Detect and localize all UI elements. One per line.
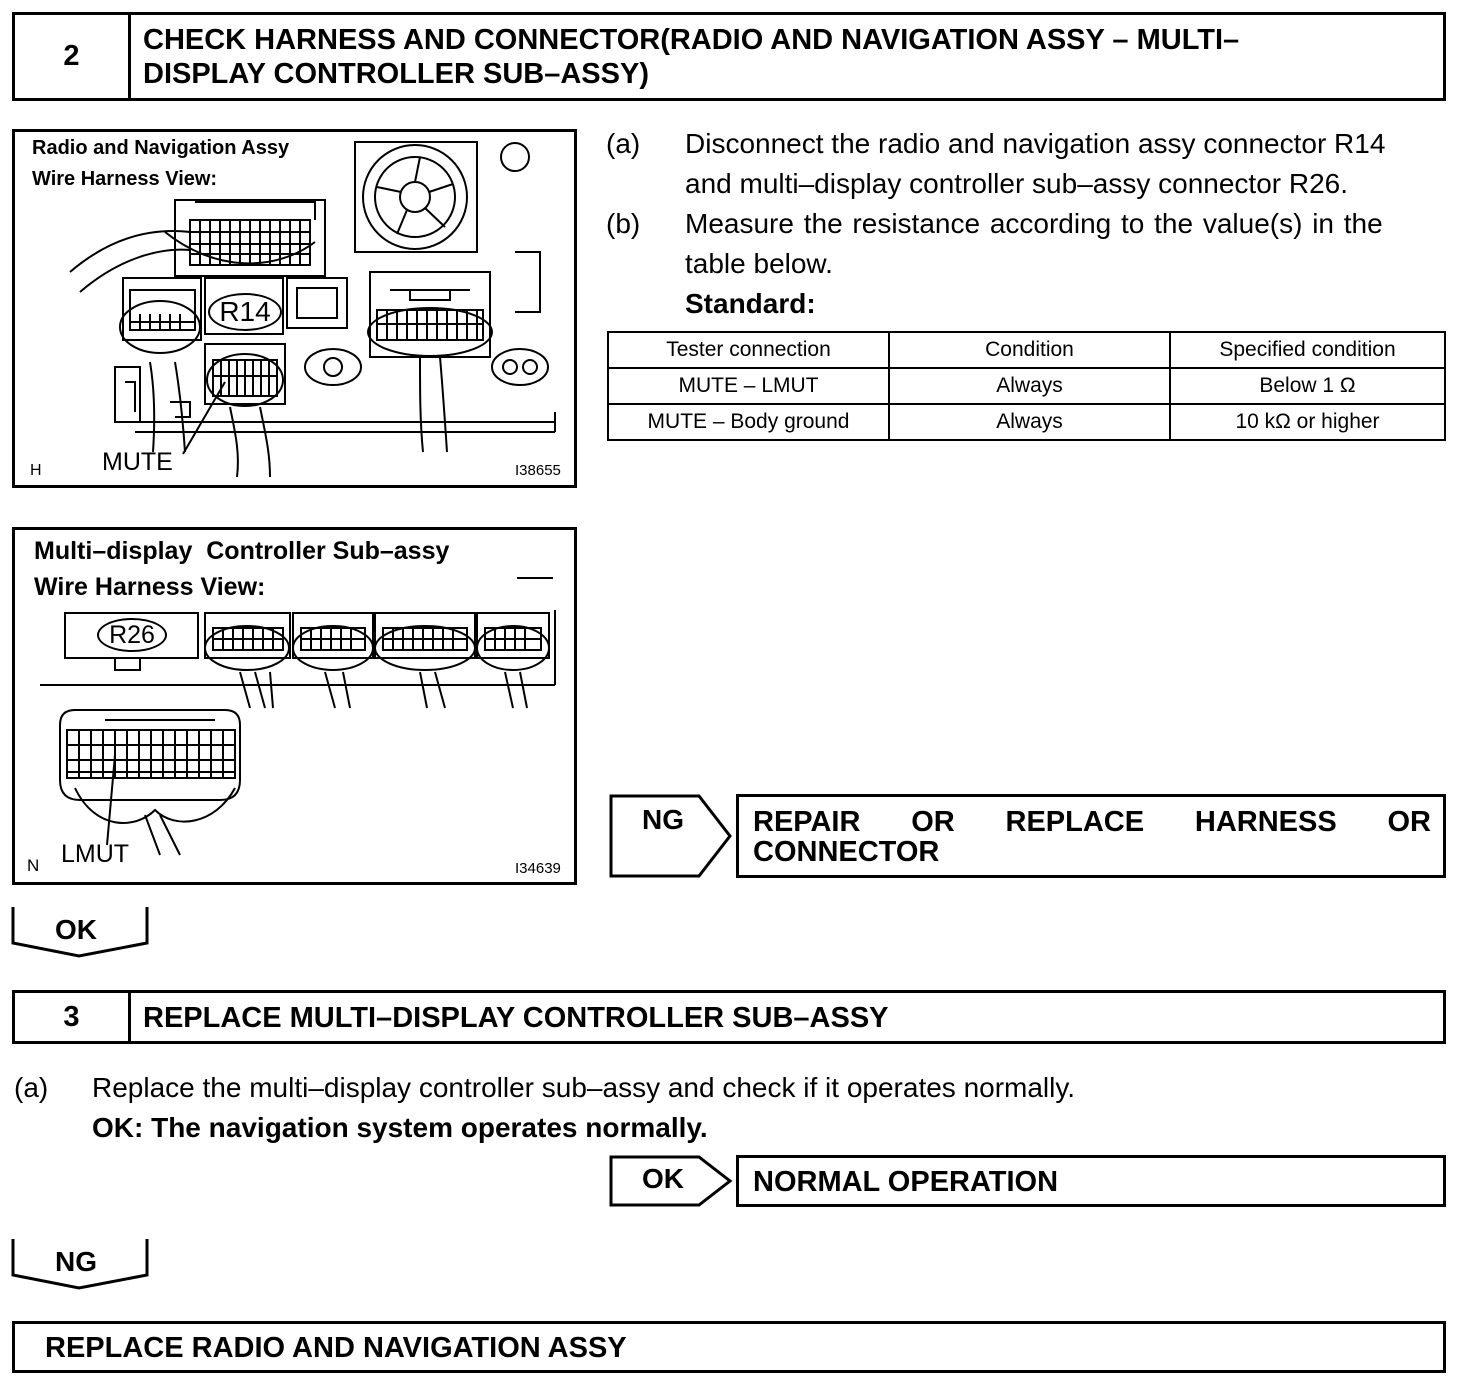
result-word: REPLACE — [1005, 806, 1145, 838]
step-3-header — [12, 990, 1446, 1044]
table-cell: MUTE – LMUT — [608, 368, 889, 404]
table-cell: MUTE – Body ground — [608, 404, 889, 440]
ng-label-step2: NG — [642, 804, 684, 835]
step-2-a-line1: Disconnect the radio and navigation assy connector R14 — [685, 128, 1386, 159]
step-3-title: REPLACE MULTI–DISPLAY CONTROLLER SUB–ASSY — [143, 1002, 889, 1034]
step-2-b-line1: Measure the resistance according to the value(s) in the — [685, 208, 1383, 239]
result-word: REPAIR — [753, 806, 861, 838]
result-line2: CONNECTOR — [753, 836, 940, 868]
step-3-a-text: Replace the multi–display controller sub–assy and check if it operates normally. — [92, 1072, 1076, 1103]
table-header: Condition — [889, 332, 1170, 368]
step-2-header — [12, 12, 1446, 101]
result-word: OR — [1387, 806, 1431, 838]
result-word: OR — [911, 806, 955, 838]
figure-multi-display-connector — [12, 527, 577, 885]
step-3-number: 3 — [15, 993, 131, 1041]
figure-1-title-line2: Wire Harness View: — [32, 168, 218, 190]
figure-2-title-line2: Wire Harness View: — [34, 573, 266, 601]
step-2-b-line2: table below. — [685, 248, 833, 279]
result-normal-operation-text: NORMAL OPERATION — [753, 1166, 1059, 1198]
pin-label-mute: MUTE — [102, 448, 173, 476]
step-2-a-line2: and multi–display controller sub–assy connector R26. — [685, 168, 1349, 199]
table-row — [608, 404, 1445, 440]
step-2-a-marker: (a) — [606, 128, 641, 159]
step-3-a-marker: (a) — [14, 1072, 49, 1103]
figure-2-id: I34639 — [515, 860, 561, 877]
table-row — [608, 368, 1445, 404]
table-header-row — [608, 332, 1445, 368]
table-cell: Always — [889, 368, 1170, 404]
result-word: HARNESS — [1194, 806, 1337, 838]
step-2-b-marker: (b) — [606, 208, 641, 239]
ok-label-step2: OK — [55, 914, 97, 945]
table-header: Specified condition — [1170, 332, 1445, 368]
step-3-ok-criteria: OK: The navigation system operates normally. — [92, 1112, 708, 1143]
ng-label-step3: NG — [55, 1246, 97, 1277]
result-line1 — [753, 807, 1431, 837]
table-header: Tester connection — [608, 332, 889, 368]
final-action-box — [12, 1321, 1446, 1373]
standard-table — [607, 331, 1446, 441]
result-normal-operation — [736, 1155, 1446, 1207]
connector-label-r14: R14 — [208, 293, 282, 331]
result-repair-harness — [736, 794, 1446, 878]
figure-1-corner-letter: H — [30, 462, 42, 479]
final-action-text: REPLACE RADIO AND NAVIGATION ASSY — [45, 1332, 627, 1364]
figure-1-id: I38655 — [515, 462, 561, 479]
figure-2-title-line1: Multi–display Controller Sub–assy — [34, 537, 450, 565]
connector-label-r26: R26 — [97, 618, 167, 652]
table-cell: Always — [889, 404, 1170, 440]
pin-label-lmut: LMUT — [61, 840, 130, 868]
step-2-number: 2 — [15, 15, 131, 98]
figure-radio-navigation-connector — [12, 129, 577, 488]
table-cell: Below 1 Ω — [1170, 368, 1445, 404]
step-2-title-line1: CHECK HARNESS AND CONNECTOR(RADIO AND NAVIGATION ASSY – MULTI– — [143, 24, 1240, 56]
figure-1-title-line1: Radio and Navigation Assy — [32, 137, 290, 159]
figure-2-corner-letter: N — [27, 856, 40, 875]
step-2-title-line2: DISPLAY CONTROLLER SUB–ASSY) — [143, 58, 649, 90]
table-cell: 10 kΩ or higher — [1170, 404, 1445, 440]
ok-label-step3: OK — [642, 1163, 684, 1194]
standard-label: Standard: — [685, 288, 816, 319]
